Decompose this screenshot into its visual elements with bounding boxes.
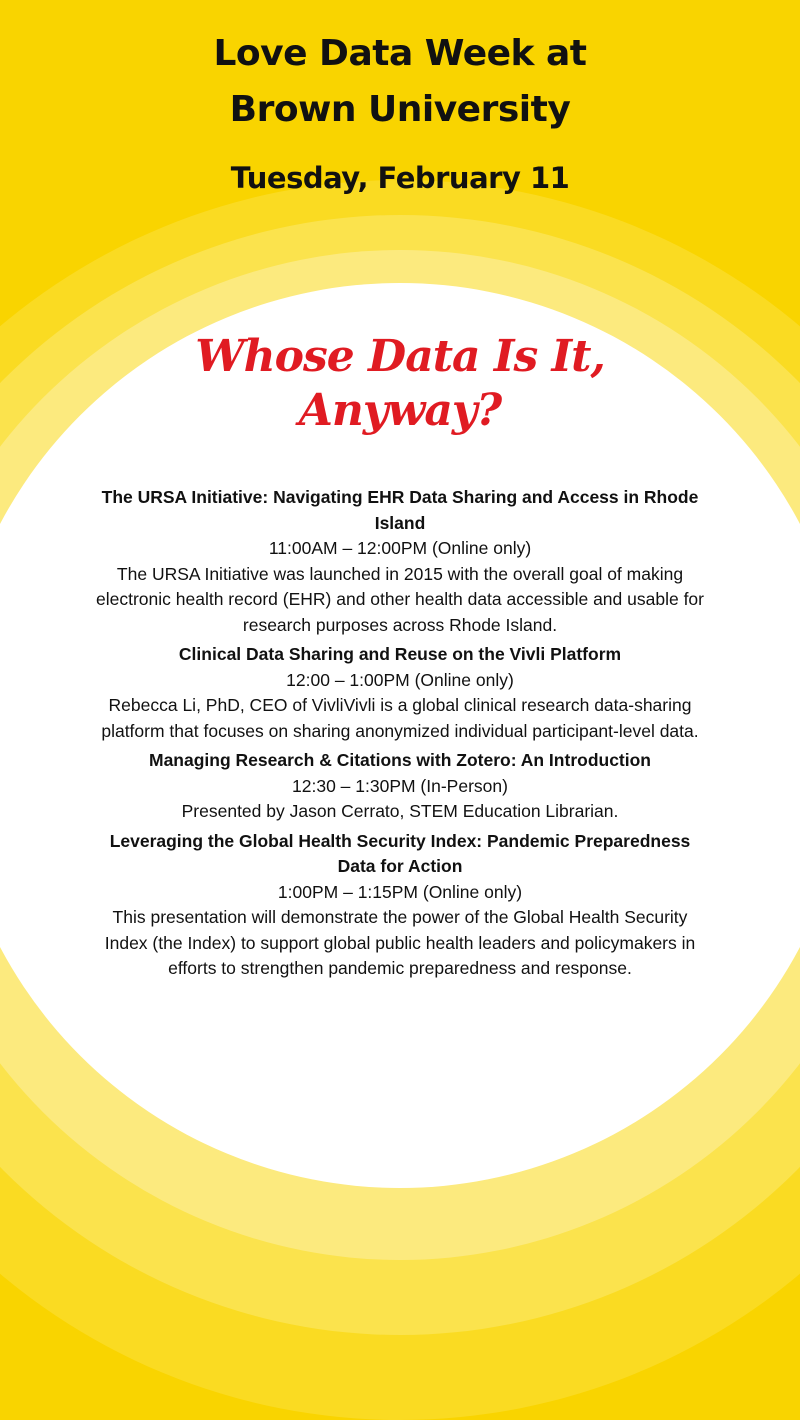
event-list bbox=[90, 485, 710, 986]
event-item bbox=[90, 642, 710, 744]
event-description: The URSA Initiative was launched in 2015 with the overall goal of making electronic health record (EHR) and other health data accessible and usable for research purposes across Rhode Island. bbox=[96, 563, 704, 635]
page-title-line-2: Brown University bbox=[229, 89, 571, 130]
theme-heading bbox=[0, 330, 800, 438]
event-title: Leveraging the Global Health Security Index: Pandemic Preparedness Data for Action bbox=[109, 830, 691, 876]
event-time: 12:30 – 1:30PM (In-Person) bbox=[292, 775, 508, 796]
event-time: 12:00 – 1:00PM (Online only) bbox=[286, 669, 514, 690]
page-title bbox=[0, 26, 800, 138]
event-item bbox=[90, 485, 710, 638]
event-time: 1:00PM – 1:15PM (Online only) bbox=[277, 881, 523, 902]
event-item bbox=[90, 829, 710, 982]
page-title-line-1: Love Data Week at bbox=[213, 33, 587, 74]
event-description: Presented by Jason Cerrato, STEM Education Librarian. bbox=[181, 801, 619, 821]
event-title: Managing Research & Citations with Zotero: An Introduction bbox=[149, 750, 651, 770]
theme-heading-line-2: Anyway? bbox=[298, 385, 502, 436]
event-item bbox=[90, 748, 710, 825]
event-time: 11:00AM – 12:00PM (Online only) bbox=[268, 538, 532, 558]
event-description: Rebecca Li, PhD, CEO of VivliVivli is a global clinical research data-sharing platform that focuses on sharing anonymized individual participant-level data. bbox=[101, 695, 699, 741]
event-description: This presentation will demonstrate the power of the Global Health Security Index (the Index) to support global public health leaders and policymakers in efforts to strengthen pandemic preparedness and response. bbox=[104, 907, 696, 978]
theme-heading-line-1: Whose Data Is It, bbox=[195, 331, 605, 382]
event-date: Tuesday, February 11 bbox=[230, 161, 570, 195]
event-title: The URSA Initiative: Navigating EHR Data Sharing and Access in Rhode Island bbox=[101, 487, 699, 533]
event-title: Clinical Data Sharing and Reuse on the Vivli Platform bbox=[178, 644, 622, 664]
